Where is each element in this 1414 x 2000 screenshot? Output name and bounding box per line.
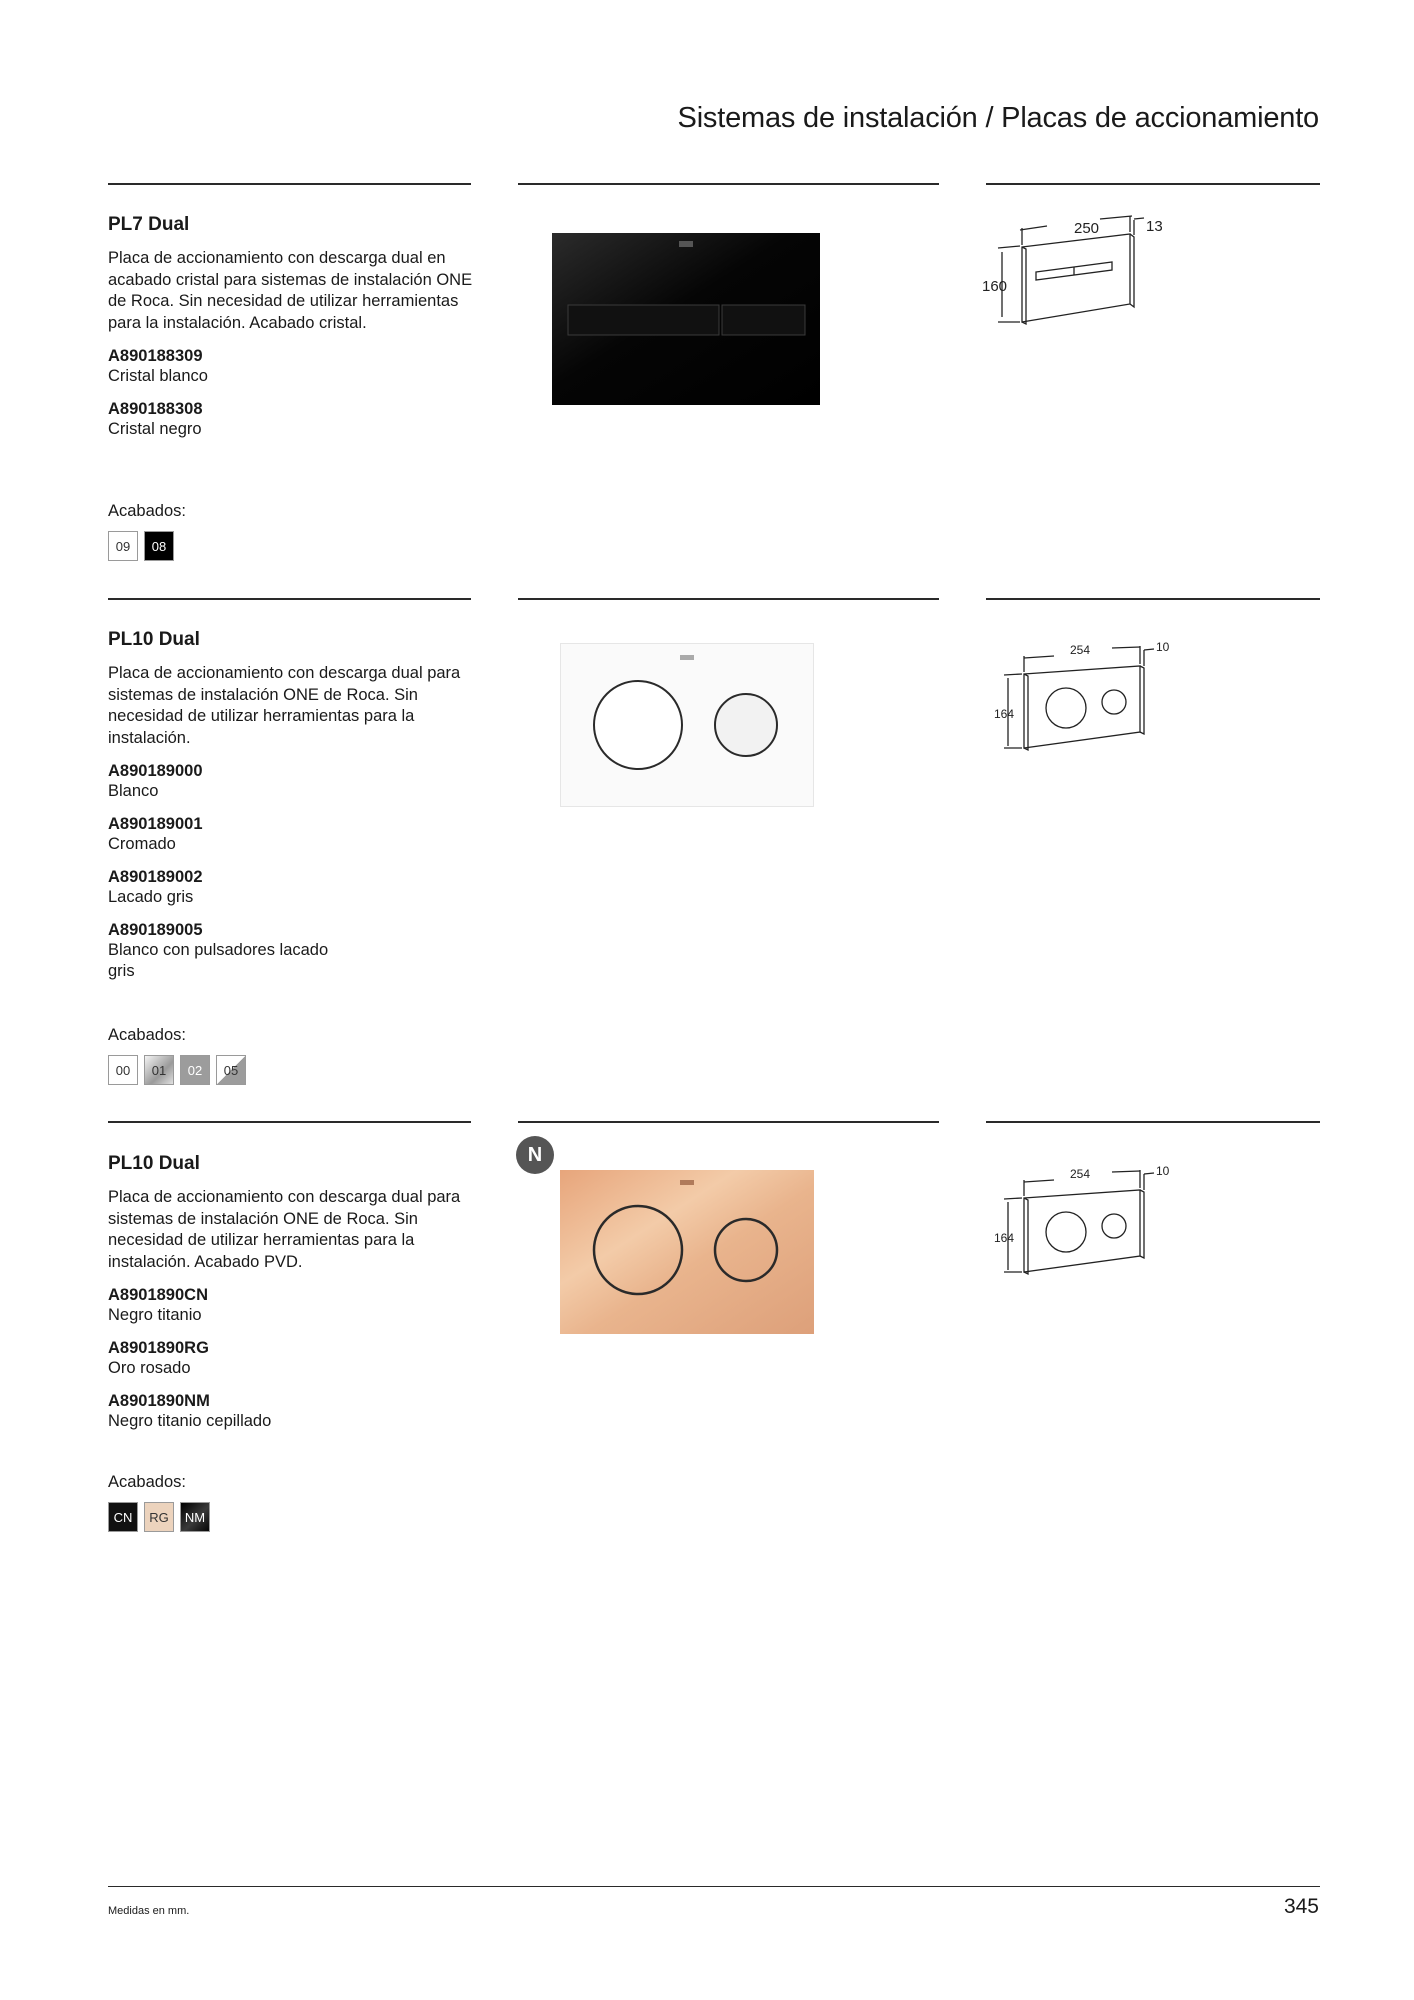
reference-name: Cristal blanco (108, 367, 208, 385)
new-badge: N (516, 1136, 554, 1174)
divider (518, 598, 939, 600)
divider (986, 183, 1320, 185)
finish-swatches (108, 531, 174, 561)
page-number: 345 (1283, 1895, 1319, 1918)
reference-name: Negro titanio cepillado (108, 1412, 272, 1430)
footer-divider (108, 1886, 1320, 1887)
product-description: Placa de accionamiento con descarga dual en acabado cristal para sistemas de instalación ONE de Roca. Sin necesidad de utilizar herramientas para la instalación. Acabado cristal. (108, 249, 473, 332)
product-info (108, 629, 474, 994)
product-photo-pl7-black (552, 233, 820, 405)
product-info (108, 214, 474, 452)
finish-swatches (108, 1055, 246, 1085)
finish-swatch-05: 05 (216, 1055, 246, 1085)
reference-name: Blanco (108, 782, 159, 800)
reference-item (108, 399, 474, 440)
dimension-height: 164 (994, 1231, 1015, 1245)
product-title: PL7 Dual (108, 214, 190, 235)
reference-item (108, 920, 474, 982)
divider (518, 1121, 939, 1123)
technical-drawing (994, 1160, 1184, 1280)
dimension-depth: 13 (1146, 218, 1163, 235)
finish-swatches (108, 1502, 210, 1532)
dimension-height: 160 (982, 278, 1008, 295)
reference-code: A890188308 (108, 400, 203, 418)
finish-swatch-RG: RG (144, 1502, 174, 1532)
reference-code: A8901890RG (108, 1339, 209, 1357)
technical-drawing (982, 212, 1182, 332)
finishes-label: Acabados: (108, 1473, 186, 1491)
reference-item (108, 867, 474, 908)
technical-drawing (994, 636, 1184, 756)
product-title: PL10 Dual (108, 1153, 200, 1174)
finish-swatch-02: 02 (180, 1055, 210, 1085)
reference-name: Cristal negro (108, 420, 202, 438)
divider (518, 183, 939, 185)
product-description: Placa de accionamiento con descarga dual para sistemas de instalación ONE de Roca. Sin necesidad de utilizar herramientas para la instalación. Acabado PVD. (108, 1188, 461, 1271)
reference-code: A890188309 (108, 347, 203, 365)
finish-swatch-08: 08 (144, 531, 174, 561)
reference-item (108, 1285, 474, 1326)
divider (108, 598, 471, 600)
dimension-depth: 10 (1156, 1164, 1170, 1178)
reference-code: A890189005 (108, 921, 203, 939)
divider (986, 598, 1320, 600)
finish-swatch-00: 00 (108, 1055, 138, 1085)
finish-swatch-NM: NM (180, 1502, 210, 1532)
dimension-width: 250 (1074, 220, 1100, 237)
reference-name: Oro rosado (108, 1359, 191, 1377)
reference-item (108, 761, 474, 802)
dimension-width: 254 (1070, 643, 1091, 657)
reference-name: Cromado (108, 835, 176, 853)
dimension-width: 254 (1070, 1167, 1091, 1181)
reference-name: Lacado gris (108, 888, 194, 906)
finishes-label: Acabados: (108, 1026, 186, 1044)
finishes-label: Acabados: (108, 502, 186, 520)
reference-code: A890189000 (108, 762, 203, 780)
product-photo-pl10-white (560, 643, 814, 807)
reference-name: Blanco con pulsadores lacado gris (108, 941, 329, 980)
reference-code: A890189001 (108, 815, 203, 833)
finish-swatch-09: 09 (108, 531, 138, 561)
divider (108, 1121, 471, 1123)
reference-item (108, 1338, 474, 1379)
reference-name: Negro titanio (108, 1306, 202, 1324)
dimension-height: 164 (994, 707, 1015, 721)
finish-swatch-CN: CN (108, 1502, 138, 1532)
page-title: Sistemas de instalación / Placas de accionamiento (677, 102, 1319, 134)
product-info (108, 1153, 474, 1444)
divider (108, 183, 471, 185)
reference-item (108, 814, 474, 855)
reference-code: A890189002 (108, 868, 203, 886)
reference-code: A8901890NM (108, 1392, 210, 1410)
finish-swatch-01: 01 (144, 1055, 174, 1085)
reference-code: A8901890CN (108, 1286, 208, 1304)
product-title: PL10 Dual (108, 629, 200, 650)
reference-item (108, 1391, 474, 1432)
product-description: Placa de accionamiento con descarga dual para sistemas de instalación ONE de Roca. Sin necesidad de utilizar herramientas para la instalación. (108, 664, 461, 747)
reference-item (108, 346, 474, 387)
divider (986, 1121, 1320, 1123)
product-photo-pl10-rose-gold (560, 1170, 814, 1334)
footer-note: Medidas en mm. (108, 1905, 190, 1917)
dimension-depth: 10 (1156, 640, 1170, 654)
